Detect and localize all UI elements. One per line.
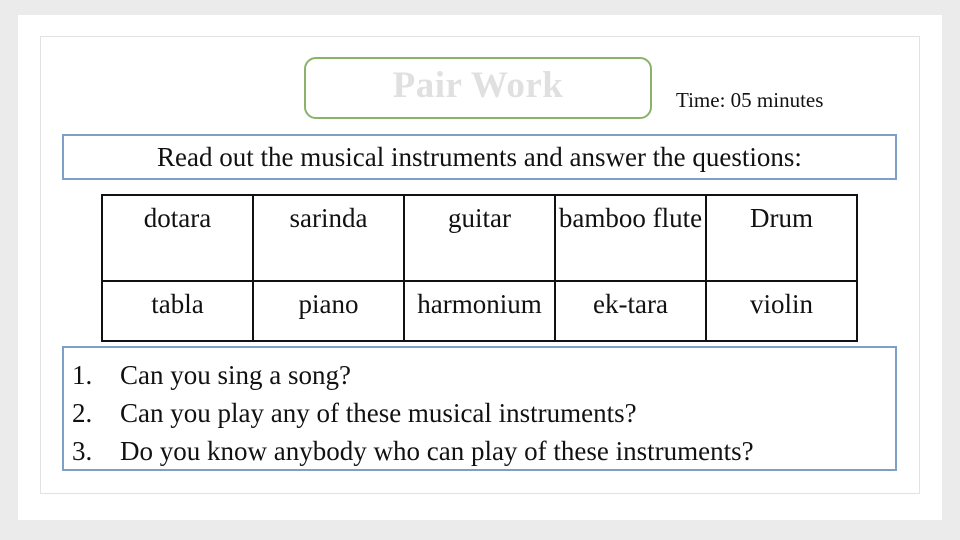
table-row	[102, 195, 857, 281]
table-row	[102, 281, 857, 341]
table-cell: violin	[706, 281, 857, 341]
question-number: 1.	[72, 360, 93, 390]
table-cell: ek-tara	[555, 281, 706, 341]
question-number: 3.	[72, 436, 93, 466]
time-label: Time: 05 minutes	[676, 88, 824, 112]
question-item	[72, 356, 895, 394]
table-cell: piano	[253, 281, 404, 341]
table-cell: guitar	[404, 195, 555, 281]
table-cell: Drum	[706, 195, 857, 281]
instruction-text: Read out the musical instruments and answer the questions:	[157, 141, 802, 172]
question-number: 2.	[72, 398, 93, 428]
question-text: Do you know anybody who can play of these instruments?	[120, 436, 754, 466]
instruments-table	[101, 194, 858, 342]
table-cell: sarinda	[253, 195, 404, 281]
table-cell: dotara	[102, 195, 253, 281]
table-cell: tabla	[102, 281, 253, 341]
questions-list	[64, 348, 895, 470]
title-box	[304, 57, 652, 119]
instruction-box	[62, 134, 897, 180]
table-cell: harmonium	[404, 281, 555, 341]
question-text: Can you sing a song?	[120, 360, 351, 390]
questions-box	[62, 346, 897, 471]
question-item	[72, 394, 895, 432]
table-cell: bamboo flute	[555, 195, 706, 281]
question-item	[72, 432, 895, 470]
question-text: Can you play any of these musical instruments?	[120, 398, 637, 428]
slide-title: Pair Work	[392, 64, 564, 106]
